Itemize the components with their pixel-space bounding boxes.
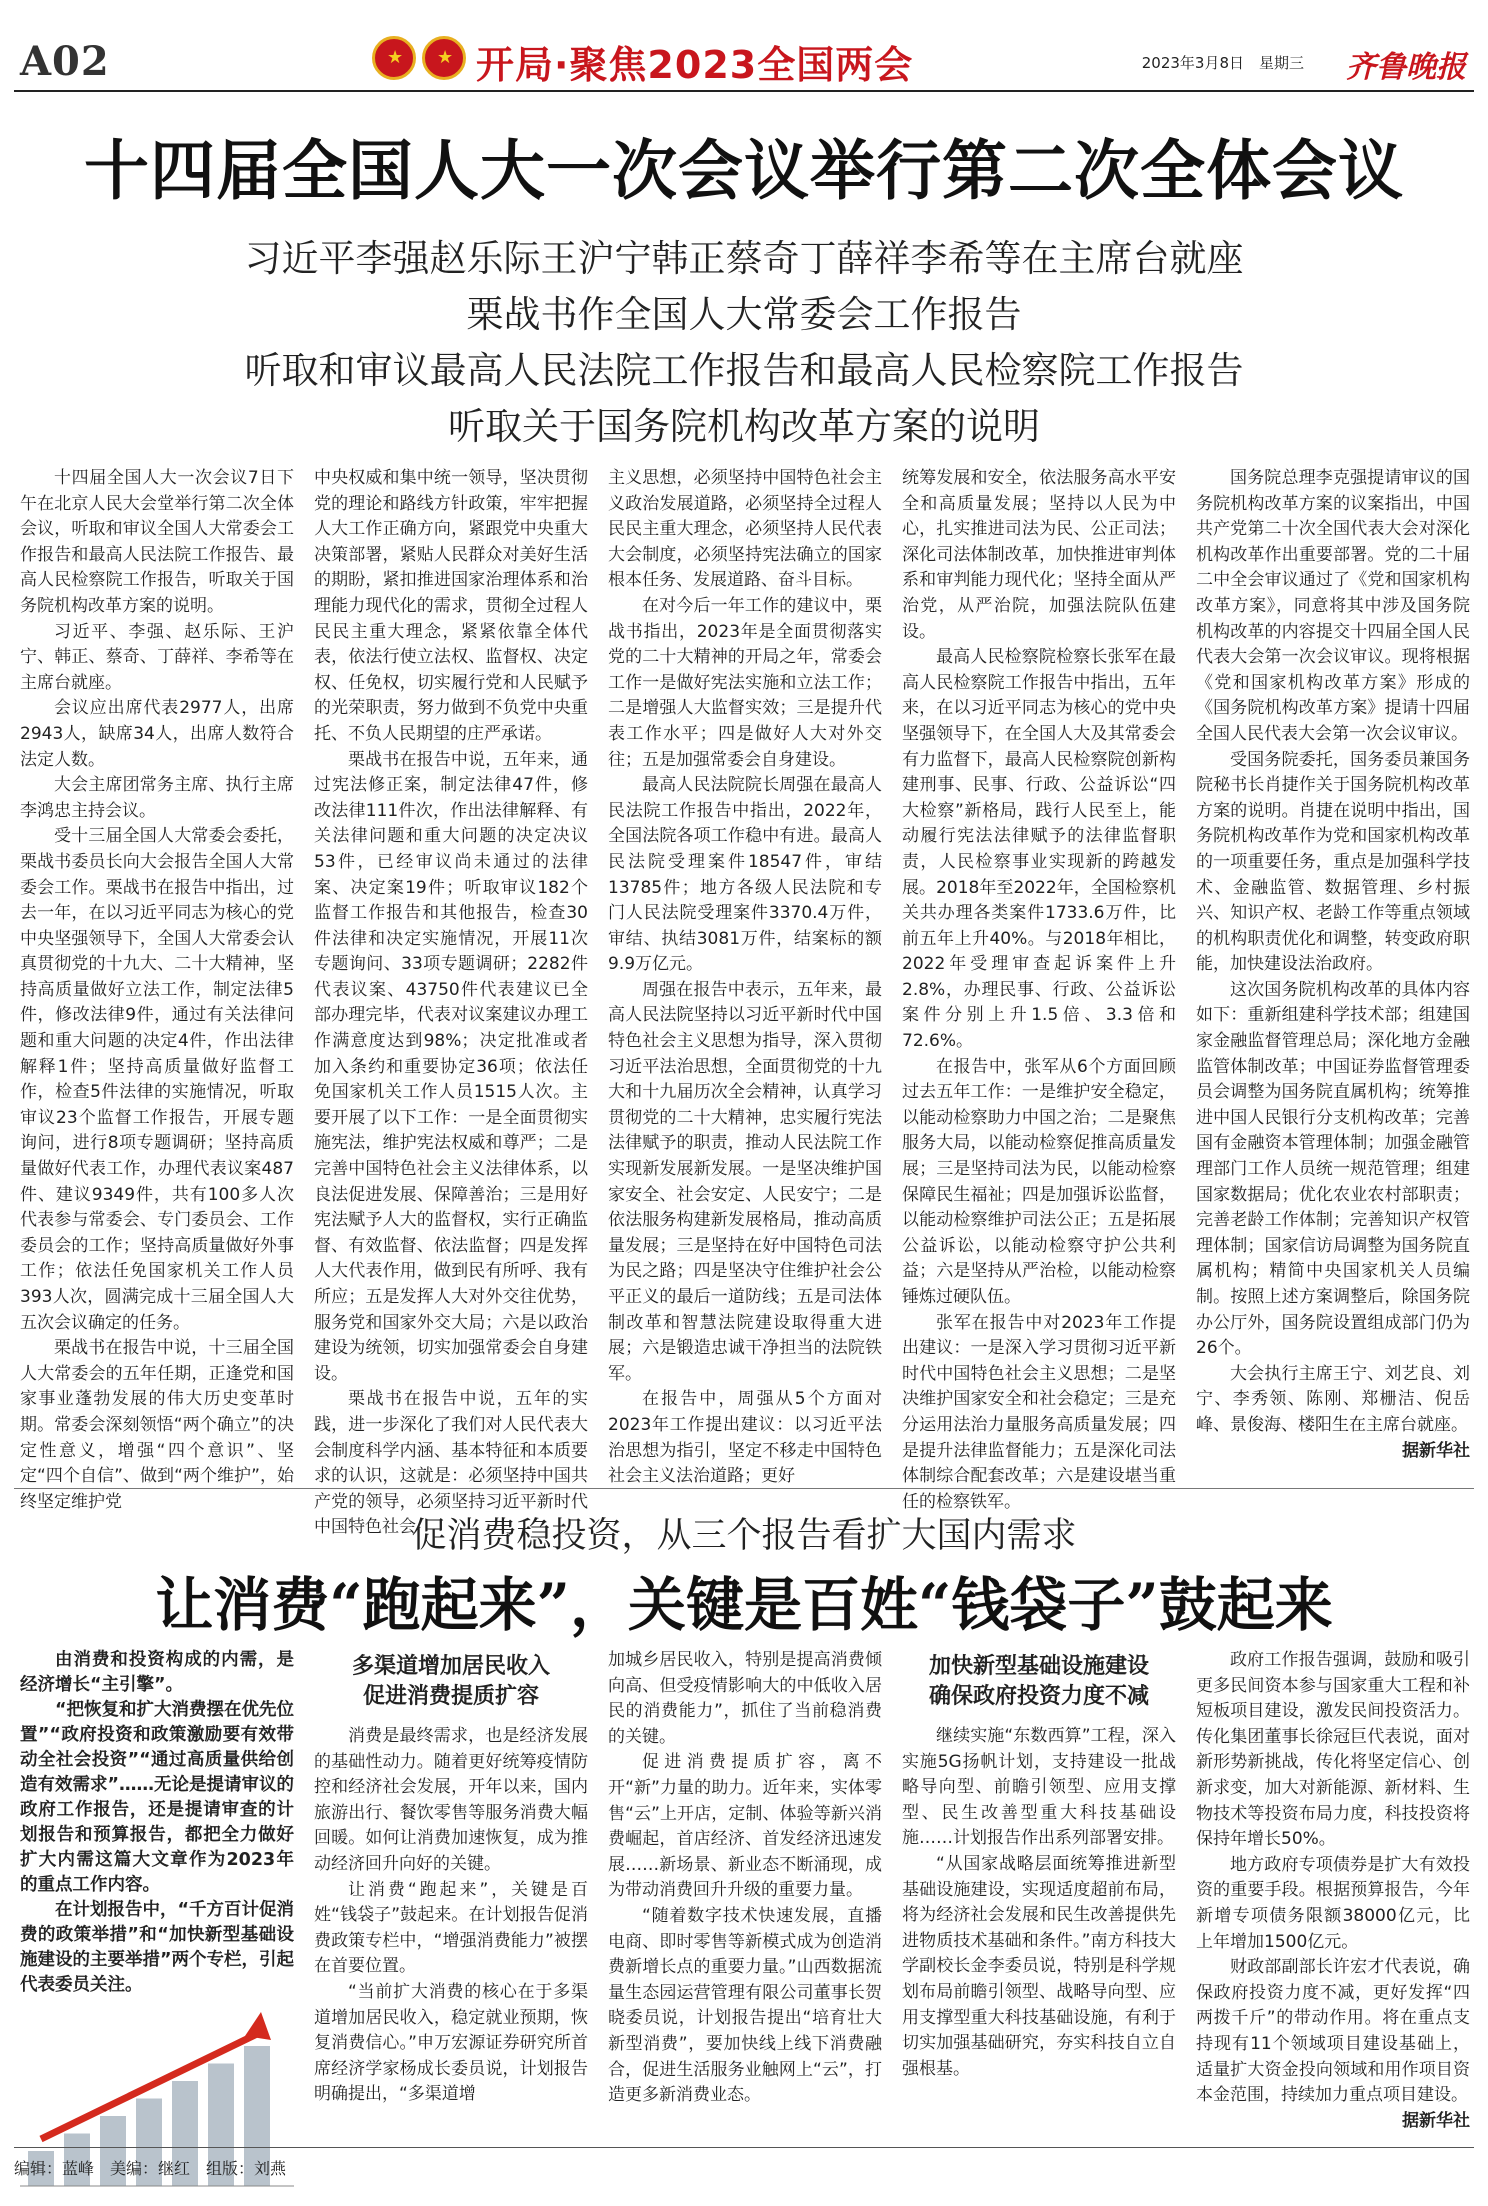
story2-subhead-1: [314, 1652, 588, 1712]
story2-headline: 让消费“跑起来”，关键是百姓“钱袋子”鼓起来: [155, 1571, 1333, 1639]
paragraph: 促进消费提质扩容，离不开“新”力量的助力。近年来，实体零售“云”上开店，定制、体验等新兴消费崛起，首店经济、首发经济迅速发展……新场景、新业态不断涌现，成为带动消费回升升级的重要力量。: [608, 1752, 882, 1901]
paragraph: 周强在报告中表示，五年来，最高人民法院坚持以习近平新时代中国特色社会主义思想为指导，深入贯彻习近平法治思想，全面贯彻党的十九大和十九届历次全会精神，认真学习贯彻党的二十大精神，忠实履行宪法法律赋予的职责，推动人民法院工作实现新发展新发展。一是坚决维护国家安全、社会安定、人民安宁；二是依法服务构建新发展格局，推动高质量发展；三是坚持在好中国特色司法为民之路；四是坚决守住维护社会公平正义的最后一道防线；五是司法体制改革和智慧法院建设取得重大进展；六是锻造忠诚干净担当的法院铁军。: [608, 979, 882, 1384]
paragraph: 受十三届全国人大常委会委托，栗战书委员长向大会报告全国人大常委会工作。栗战书在报告中指出，过去一年，在以习近平同志为核心的党中央坚强领导下，全国人大常委会认真贯彻党的十九大、二十大精神，坚持高质量做好立法工作，制定法律5件，修改法律9件，通过有关法律问题和重大问题的决定4件，作出法律解释1件；坚持高质量做好监督工作，检查5件法律的实施情况，听取审议23个监督工作报告，开展专题询问，进行8项专题调研；坚持高质量做好代表工作，办理代表议案487件、建议9349件，共有100多人次代表参与常委会、专门委员会、工作委员会的工作；坚持高质量做好外事工作；依法任免国家机关工作人员393人次，圆满完成十三届全国人大五次会议确定的任务。: [20, 826, 294, 1333]
paragraph: 最高人民检察院检察长张军在最高人民检察院工作报告中指出，五年来，在以习近平同志为核心的党中央坚强领导下，在全国人大及其常委会有力监督下，最高人民检察院创新构建刑事、民事、行政、公益诉讼“四大检察”新格局，践行人民至上，能动履行宪法法律赋予的法律监督职责，人民检察事业实现新的跨越发展。2018年至2022年，全国检察机关共办理各类案件1733.6万件，比前五年上升40%。与2018年相比，2022年受理审查起诉案件上升2.8%，办理民事、行政、公益诉讼案件分别上升1.5倍、3.3倍和72.6%。: [902, 647, 1176, 1052]
story2-body: [20, 1648, 1470, 2131]
news-agency-credit: 据新华社: [1402, 2110, 1470, 2131]
paragraph: “从国家战略层面统筹推进新型基础设施建设，实现适度超前布局，将为经济社会发展和民生改善提供先进物质技术基础和条件。”南方科技大学副校长金李委员说，特别是科学规划布局前瞻引领型、战略导向型、应用支撑型重大科技基础设施，有利于切实加强基础研究，夯实科技自立自强根基。: [902, 1853, 1176, 2079]
paragraph: 习近平、李强、赵乐际、王沪宁、韩正、蔡奇、丁薛祥、李希等在主席台就座。: [20, 621, 294, 693]
story2-column-3: [608, 1648, 882, 2128]
page-number: A02: [20, 38, 110, 85]
paragraph: 地方政府专项债券是扩大有效投资的重要手段。根据预算报告，今年新增专项债务限额38000亿元，比上年增加1500亿元。: [1196, 1854, 1470, 1952]
paragraph: 统筹发展和安全，依法服务高水平安全和高质量发展；坚持以人民为中心，扎实推进司法为民、公正司法；深化司法体制改革，加快推进审判体系和审判能力现代化；坚持全面从严治党，从严治院，加强法院队伍建设。: [902, 468, 1176, 642]
lead-paragraph: “把恢复和扩大消费摆在优先位置”“政府投资和政策激励要有效带动全社会投资”“通过高质量供给创造有效需求”……无论是提请审议的政府工作报告，还是提请审查的计划报告和预算报告，都把全力做好扩大内需这篇大文章作为2023年的重点工作内容。: [20, 1700, 295, 1895]
paragraph: “随着数字技术快速发展，直播电商、即时零售等新模式成为创造消费新增长点的重要力量。”山西数据流量生态园运营管理有限公司董事长贺晓委员说，计划报告提出“培育壮大新型消费”，要加快线上线下消费融合，促进生活服务业触网上“云”，打造更多新消费业态。: [608, 1905, 882, 2106]
paragraph: 财政部副部长许宏才代表说，确保政府投资力度不减，更好发挥“四两拨千斤”的带动作用。将在重点支持现有11个领域项目建设基础上，适量扩大资金投向领域和用作项目资本金范围，持续加力重点项目建设。: [1196, 1957, 1470, 2106]
paragraph: 政府工作报告强调，鼓励和吸引更多民间资本参与国家重大工程和补短板项目建设，激发民间投资活力。传化集团董事长徐冠巨代表说，面对新形势新挑战，传化将坚定信心、创新求变，加大对新能源、新材料、生物技术等投资布局力度，科技投资将保持年增长50%。: [1196, 1650, 1470, 1850]
subhead-1: 习近平李强赵乐际王沪宁韩正蔡奇丁薛祥李希等在主席台就座: [244, 237, 1244, 280]
paragraph: 栗战书在报告中说，五年的实践，进一步深化了我们对人民代表大会制度科学内涵、基本特征和本质要求的认识，这就是：必须坚持中国共产党的领导，必须坚持习近平新时代中国特色社会: [314, 1389, 588, 1538]
paragraph: 栗战书在报告中说，五年来，通过宪法修正案，制定法律47件，修改法律111件次，作出法律解释、有关法律问题和重大问题的决定决议53件，已经审议尚未通过的法律案、决定案19件；听取审议182个监督工作报告和其他报告，检查30件法律和决定实施情况，开展11次专题询问、33项专题调研；2282件代表议案、43750件代表建议已全部办理完毕，代表对议案建议办理工作满意度达到98%；决定批准或者加入条约和重要协定36项；依法任免国家机关工作人员1515人次。主要开展了以下工作：一是全面贯彻实施宪法，维护宪法权威和尊严；二是完善中国特色社会主义法律体系，以良法促进发展、保障善治；三是用好宪法赋予人大的监督权，实行正确监督、有效监督、依法监督；四是发挥人大代表作用，做到民有所呼、我有所应；五是发挥人大对外交往优势，服务党和国家外交大局；六是以政治建设为统领，切实加强常委会自身建设。: [314, 749, 588, 1384]
paragraph: 大会主席团常务主席、执行主席李鸿忠主持会议。: [20, 775, 294, 821]
subhead-line: 确保政府投资力度不减: [928, 1684, 1149, 1709]
subhead-line: 促进消费提质扩容: [362, 1684, 539, 1709]
subhead-line: 多渠道增加居民收入: [351, 1654, 550, 1679]
paragraph: 继续实施“东数西算”工程，深入实施5G扬帆计划，支持建设一批战略导向型、前瞻引领型、应用支撑型、民生改善型重大科技基础设施……计划报告作出系列部署安排。: [902, 1726, 1176, 1849]
section-divider: [14, 1488, 1474, 1489]
paragraph: 国务院总理李克强提请审议的国务院机构改革方案的议案指出，中国共产党第二十次全国代表大会对深化机构改革作出重要部署。党的二十届二中全会审议通过了《党和国家机构改革方案》，同意将其中涉及国务院机构改革的内容提交十四届全国人民代表大会第一次会议审议。现将根据《党和国家机构改革方案》形成的《国务院机构改革方案》提请十四届全国人民代表大会第一次会议审议。: [1196, 468, 1470, 744]
paragraph: 主义思想，必须坚持中国特色社会主义政治发展道路，必须坚持全过程人民民主重大理念，必须坚持人民代表大会制度，必须坚持宪法确立的国家根本任务、发展道路、奋斗目标。: [608, 468, 882, 591]
paragraph: 让消费“跑起来”，关键是百姓“钱袋子”鼓起来。在计划报告促消费政策专栏中，“增强消费能力”被摆在首要位置。: [314, 1879, 588, 1977]
story1-column-5: [1196, 466, 1470, 1466]
lead-paragraph: 由消费和投资构成的内需，是经济增长“主引擎”。: [20, 1650, 294, 1695]
paragraph: 这次国务院机构改革的具体内容如下：重新组建科学技术部；组建国家金融监督管理总局；深化地方金融监管体制改革；中国证券监督管理委员会调整为国务院直属机构；统筹推进中国人民银行分支机构改革；完善国有金融资本管理体制；加强金融管理部门工作人员统一规范管理；组建国家数据局；优化农业农村部职责；完善老龄工作体制；完善知识产权管理体制；国家信访局调整为国务院直属机构；精简中央国家机关人员编制。按照上述方案调整后，除国务院办公厅外，国务院设置组成部门仍为26个。: [1196, 979, 1470, 1359]
paragraph: 在报告中，张军从6个方面回顾过去五年工作：一是维护安全稳定，以能动检察助力中国之治；二是聚焦服务大局，以能动检察促推高质量发展；三是坚持司法为民，以能动检察保障民生福祉；四是加强诉讼监督，以能动检察维护司法公正；五是拓展公益诉讼，以能动检察守护公共利益；六是坚持从严治检，以能动检察锤炼过硬队伍。: [902, 1056, 1176, 1307]
paragraph: 中央权威和集中统一领导，坚决贯彻党的理论和路线方针政策，牢牢把握人大工作正确方向，紧跟党中央重大决策部署，紧贴人民群众对美好生活的期盼，紧扣推进国家治理体系和治理能力现代化的需求，贯彻全过程人民民主重大理念，紧紧依靠全体代表，依法行使立法权、监督权、决定权、任免权，切实履行党和人民赋予的光荣职责，努力做到不负党中央重托、不负人民期望的庄严承诺。: [314, 468, 588, 744]
news-agency-credit: 据新华社: [1402, 1440, 1470, 1461]
paragraph: 大会执行主席王宁、刘艺良、刘宁、李秀领、陈刚、郑栅洁、倪岳峰、景俊海、楼阳生在主席台就座。: [1196, 1363, 1470, 1435]
story2-column-4: [902, 1648, 1176, 2128]
story1-column-1: [20, 466, 294, 1512]
footer-credits: 编辑：蓝峰 美编：继红 组版：刘燕: [14, 2147, 1474, 2179]
national-emblem-icon: ★: [372, 36, 416, 80]
paragraph: 十四届全国人大一次会议7日下午在北京人民大会堂举行第二次全体会议，听取和审议全国人大常委会工作报告和最高人民法院工作报告、最高人民检察院工作报告，听取关于国务院机构改革方案的说明。: [20, 468, 294, 616]
story2-column-2: [314, 1648, 588, 2128]
paper-logo: 齐鲁晚报: [1346, 50, 1466, 85]
paragraph: 张军在报告中对2023年工作提出建议：一是深入学习贯彻习近平新时代中国特色社会主义思想；二是坚决维护国家安全和社会稳定；三是充分运用法治力量服务高质量发展；四是提升法律监督能力；五是深化司法体制综合配套改革；六是建设堪当重任的检察铁军。: [902, 1312, 1176, 1512]
paragraph: 加城乡居民收入，特别是提高消费倾向高、但受疫情影响大的中低收入居民的消费能力”，抓住了当前稳消费的关键。: [608, 1650, 882, 1747]
trend-arrow-icon: [245, 2012, 271, 2040]
subhead-4: 听取关于国务院机构改革方案的说明: [448, 405, 1040, 448]
story1-column-2: [314, 466, 588, 1538]
dateline: 2023年3月8日 星期三: [1141, 54, 1304, 72]
subhead-2: 栗战书作全国人大常委会工作报告: [466, 293, 1022, 336]
story2-kicker: 促消费稳投资，从三个报告看扩大国内需求: [411, 1516, 1077, 1556]
paragraph: 消费是最终需求，也是经济发展的基础性动力。随着更好统筹疫情防控和经济社会发展，开年以来，国内旅游出行、餐饮零售等服务消费大幅回暖。如何让消费加速恢复，成为推动经济回升向好的关键。: [314, 1726, 588, 1874]
cppcc-emblem-icon: ★: [422, 36, 466, 80]
paragraph: 在对今后一年工作的建议中，栗战书指出，2023年是全面贯彻落实党的二十大精神的开局之年，常委会工作一是做好宪法实施和立法工作；二是增强人大监督实效；三是提升代表工作水平；四是做好人大对外交往；五是加强常委会自身建设。: [608, 595, 882, 770]
story2-subhead-2: [902, 1652, 1176, 1712]
paragraph: 在报告中，周强从5个方面对2023年工作提出建议：以习近平法治思想为指引，坚定不移走中国特色社会主义法治道路；更好: [608, 1389, 882, 1487]
section-title: 开局·聚焦2023全国两会: [476, 43, 914, 87]
story2-column-5: [1196, 1648, 1470, 2131]
story1-column-4: [902, 466, 1176, 1512]
subhead-3: 听取和审议最高人民法院工作报告和最高人民检察院工作报告: [244, 349, 1244, 392]
story1-column-3: [608, 466, 882, 1487]
paragraph: 会议应出席代表2977人，出席2943人，缺席34人，出席人数符合法定人数。: [20, 698, 294, 770]
subhead-line: 加快新型基础设施建设: [928, 1654, 1149, 1679]
paragraph: 栗战书在报告中说，十三届全国人大常委会的五年任期，正逢党和国家事业蓬勃发展的伟大历史变革时期。常委会深刻领悟“两个确立”的决定性意义，增强“四个意识”、坚定“四个自信”、做到“两个维护”，始终坚定维护党: [20, 1338, 294, 1512]
paragraph: “当前扩大消费的核心在于多渠道增加居民收入，稳定就业预期，恢复消费信心。”申万宏源证券研究所首席经济学家杨成长委员说，计划报告明确提出，“多渠道增: [314, 1981, 588, 2105]
lead-paragraph: 在计划报告中，“千方百计促消费的政策举措”和“加快新型基础设施建设的主要举措”两个专栏，引起代表委员关注。: [20, 1900, 295, 1995]
paragraph: 最高人民法院院长周强在最高人民法院工作报告中指出，2022年，全国法院各项工作稳中有进。最高人民法院受理案件18547件，审结13785件；地方各级人民法院和专门人民法院受理案件3370.4万件，审结、执结3081万件，结案标的额9.9万亿元。: [608, 775, 882, 975]
masthead: [14, 30, 1474, 92]
main-headline: 十四届全国人大一次会议举行第二次全体会议: [83, 133, 1404, 209]
story2-lead-column: [20, 1648, 294, 2128]
paragraph: 受国务院委托，国务委员兼国务院秘书长肖捷作关于国务院机构改革方案的说明。肖捷在说明中指出，国务院机构改革作为党和国家机构改革的一项重要任务，重点是加强科学技术、金融监管、数据管理、乡村振兴、知识产权、老龄工作等重点领域的机构职责优化和调整，转变政府职能，加快建设法治政府。: [1196, 749, 1470, 975]
